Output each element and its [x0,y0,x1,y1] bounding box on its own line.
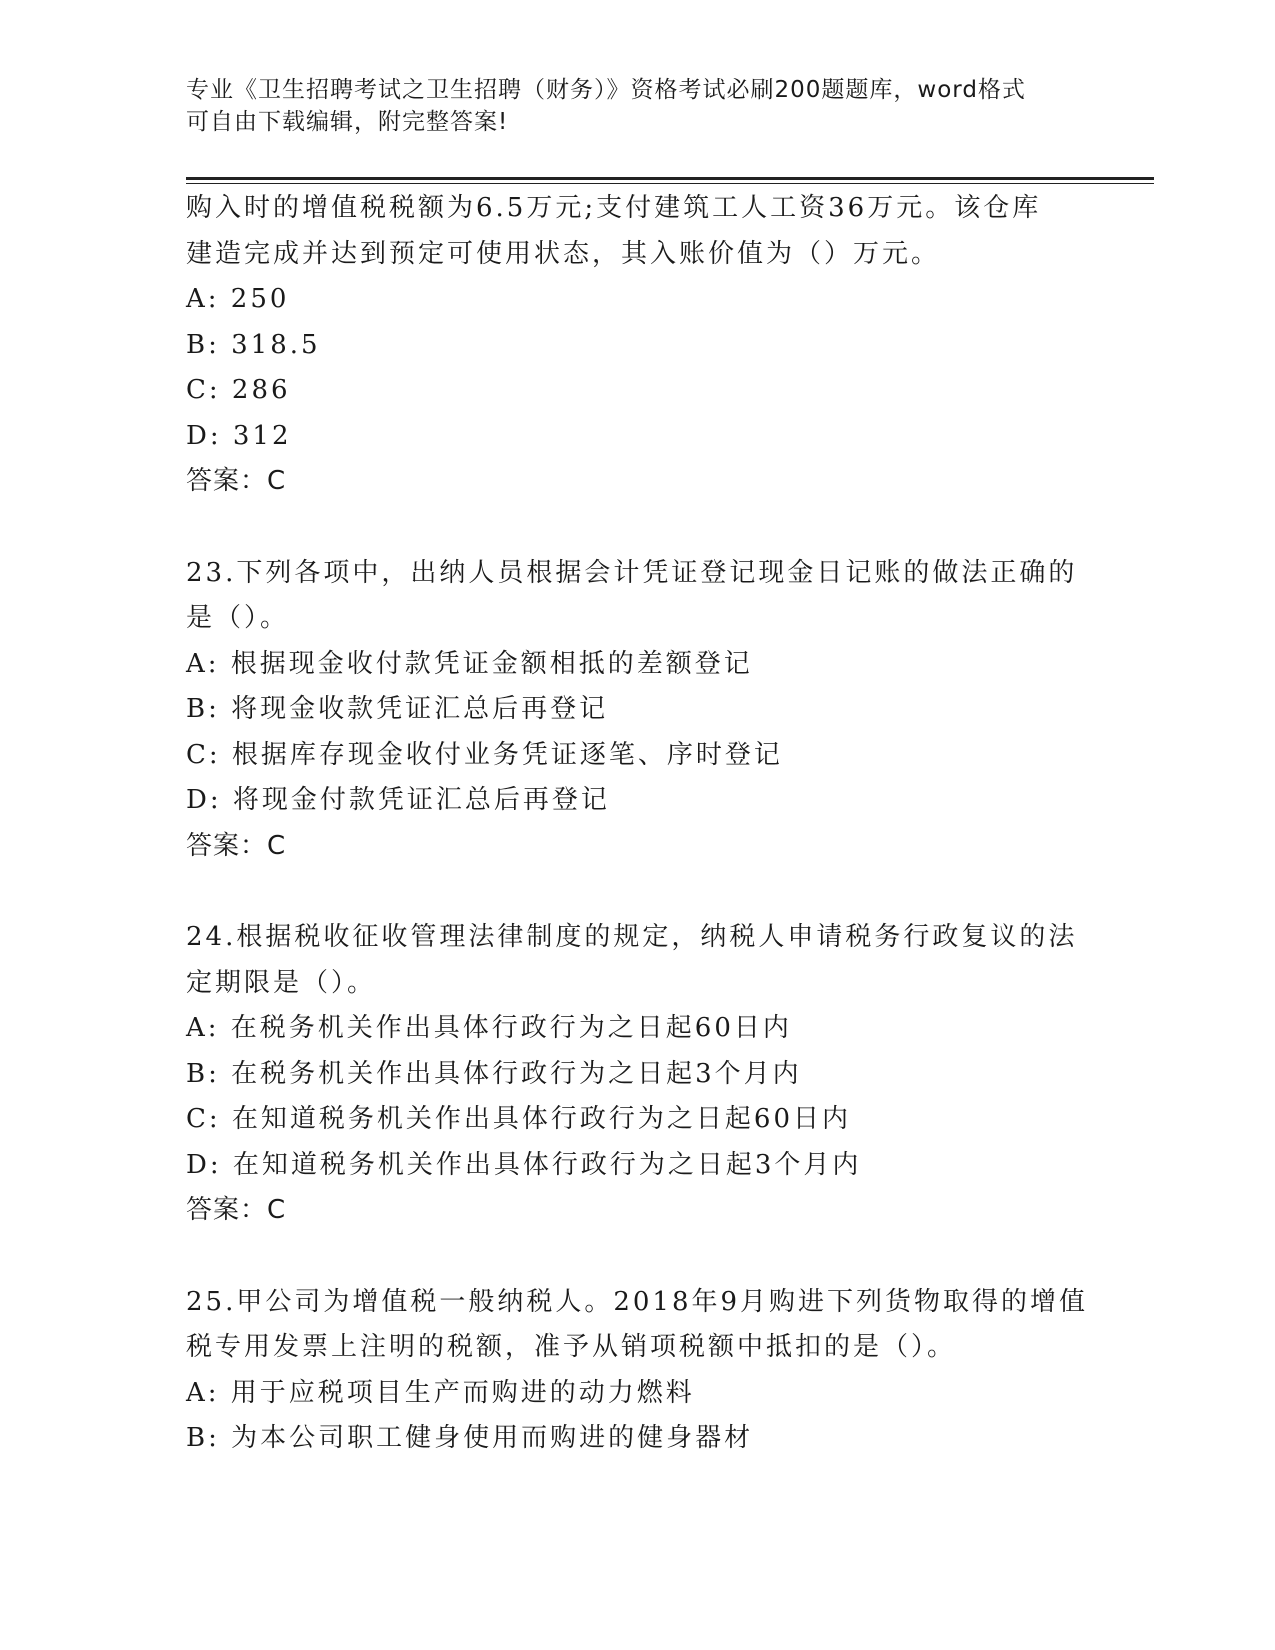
option-b: B: 将现金收款凭证汇总后再登记 [186,694,609,724]
header-title-line-1: 专业《卫生招聘考试之卫生招聘（财务）》资格考试必刷200题题库，word格式 [186,77,1026,103]
question-text-line: 24.根据税收征收管理法律制度的规定，纳税人申请税务行政复议的法 [186,922,1078,952]
option-d: D: 在知道税务机关作出具体行政行为之日起3个月内 [186,1149,862,1180]
option-b: B: 在税务机关作出具体行政行为之日起3个月内 [186,1058,802,1089]
question-text-line: 建造完成并达到预定可使用状态，其入账价值为（）万元。 [186,238,941,269]
option-a: A: 根据现金收付款凭证金额相抵的差额登记 [186,648,753,679]
question-block-24 [186,915,1086,1234]
question-text-line: 定期限是（）。 [186,967,377,998]
option-c: C: 根据库存现金收付业务凭证逐笔、序时登记 [186,739,783,770]
spacer [186,505,1086,551]
question-block-25 [186,1280,1089,1462]
question-text-line: 25.甲公司为增值税一般纳税人。2018年9月购进下列货物取得的增值 [186,1286,1089,1317]
option-d: D: 将现金付款凭证汇总后再登记 [186,785,610,815]
option-c: C: 在知道税务机关作出具体行政行为之日起60日内 [186,1104,852,1134]
question-text-line: 税专用发票上注明的税额，准予从销项税额中抵扣的是（）。 [186,1332,957,1362]
document-header [186,74,1086,138]
option-a: A: 在税务机关作出具体行政行为之日起60日内 [186,1013,792,1043]
question-text-line: 是（）。 [186,603,290,633]
option-d: D: 312 [186,420,292,451]
header-title-line-2: 可自由下载编辑，附完整答案! [186,109,509,135]
question-block-continued [186,186,1086,505]
answer-line: 答案：C [186,466,287,496]
question-block-23 [186,551,1086,870]
spacer [186,1234,1086,1280]
question-text-line: 购入时的增值税税额为6.5万元;支付建筑工人工资36万元。该仓库 [186,193,1042,223]
header-divider-thick [186,177,1154,180]
spacer [186,869,1086,915]
answer-line: 答案：C [186,1195,287,1225]
option-b: B: 为本公司职工健身使用而购进的健身器材 [186,1423,754,1453]
question-text-line: 23.下列各项中，出纳人员根据会计凭证登记现金日记账的做法正确的 [186,557,1078,588]
question-content [186,186,1089,1462]
option-a: A: 250 [186,284,290,314]
header-divider-thin [186,183,1154,184]
option-a: A: 用于应税项目生产而购进的动力燃料 [186,1377,695,1408]
option-c: C: 286 [186,375,291,405]
answer-line: 答案：C [186,830,287,861]
option-b: B: 318.5 [186,329,321,360]
